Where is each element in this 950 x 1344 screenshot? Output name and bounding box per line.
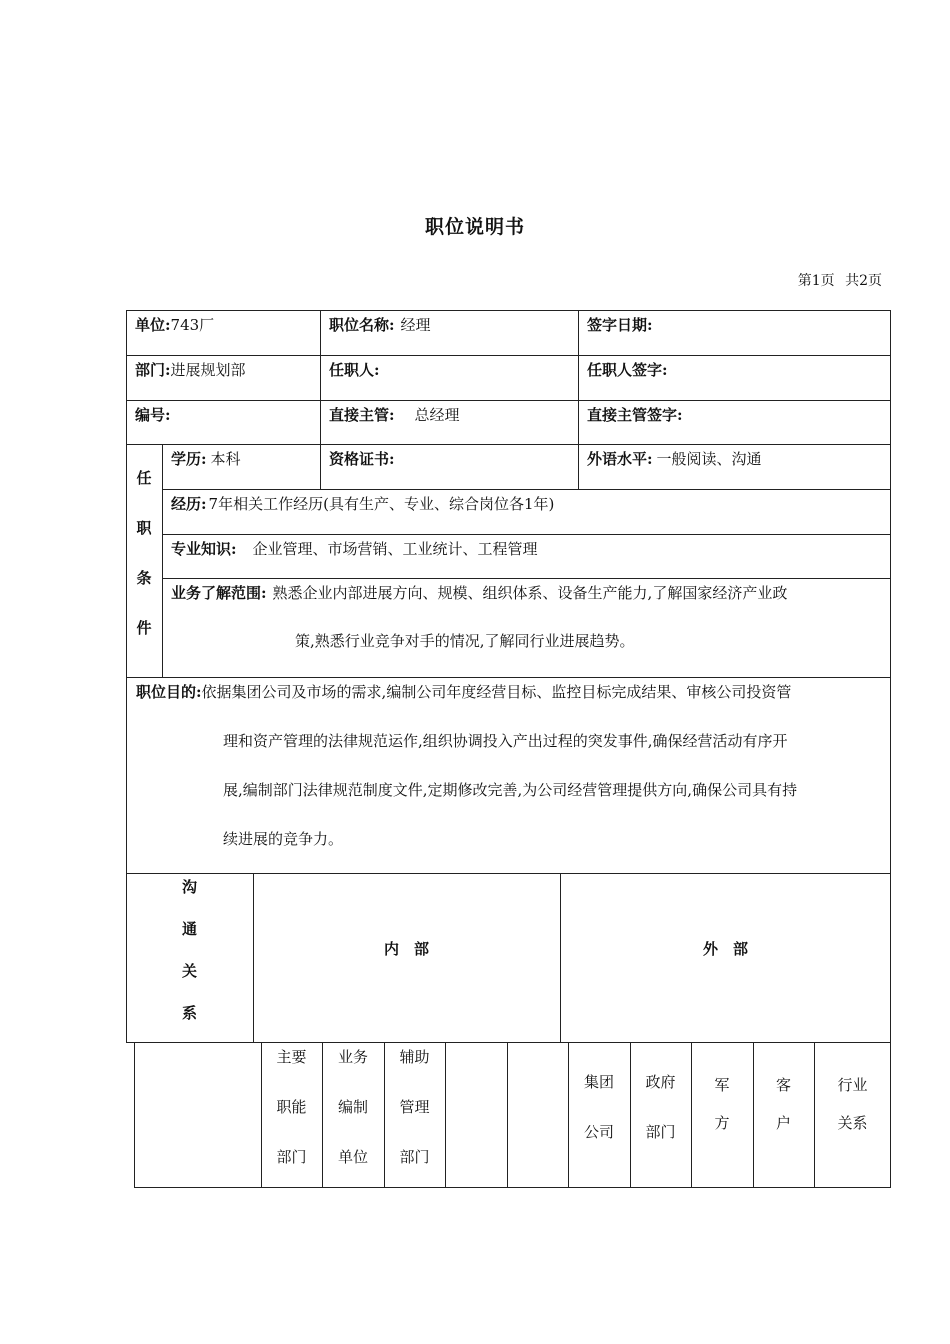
dept-value: 进展规划部 <box>170 361 246 379</box>
external-heading: 外 部 <box>702 940 748 958</box>
supervisor-sign-label: 直接主管签字: <box>587 406 683 424</box>
position-value: 经理 <box>400 316 431 334</box>
communication-side-label <box>126 866 253 1034</box>
education-cell <box>162 444 320 489</box>
supervisor-cell <box>320 400 578 444</box>
internal-col-aux-dept: 辅助 管理 部门 <box>399 1048 430 1166</box>
external-col-industry: 行业 关系 <box>837 1076 868 1132</box>
side-char: 通 <box>181 920 197 938</box>
sign-date-label: 签字日期: <box>587 316 653 334</box>
knowledge-label: 专业知识: <box>171 540 237 558</box>
knowledge-cell <box>162 534 891 578</box>
side-char: 系 <box>181 1004 197 1022</box>
knowledge-value: 企业管理、市场营销、工业统计、工程管理 <box>252 540 538 558</box>
code-label: 编号: <box>135 406 171 424</box>
education-value: 本科 <box>210 450 241 468</box>
purpose-line3: 展,编制部门法律规范制度文件,定期修改完善,为公司经营管理提供方向,确保公司具有持 <box>223 781 798 799</box>
supervisor-sign-cell <box>578 400 891 444</box>
purpose-line2: 理和资产管理的法律规范运作,组织协调投入产出过程的突发事件,确保经营活动有序开 <box>223 732 788 750</box>
code-cell <box>126 400 320 444</box>
internal-heading: 内 部 <box>383 940 429 958</box>
page-current: 第1页 <box>797 273 835 289</box>
external-col-customer: 客 户 <box>775 1076 791 1132</box>
business-line1: 熟悉企业内部进展方向、规模、组织体系、设备生产能力,了解国家经济产业政 <box>272 584 788 602</box>
business-line2: 策,熟悉行业竞争对手的情况,了解同行业进展趋势。 <box>295 632 635 650</box>
purpose-cell <box>126 677 891 873</box>
internal-col-main-function: 主要 职能 部门 <box>276 1048 307 1166</box>
certificate-label: 资格证书: <box>329 450 395 468</box>
language-cell <box>578 444 891 489</box>
holder-sign-label: 任职人签字: <box>587 361 668 379</box>
dept-cell <box>126 355 320 400</box>
supervisor-value: 总经理 <box>414 406 460 424</box>
sign-date-cell <box>578 310 891 355</box>
internal-col-business-unit: 业务 编制 单位 <box>337 1048 368 1166</box>
certificate-cell <box>320 444 578 489</box>
page-total: 共2页 <box>845 273 882 289</box>
unit-cell <box>126 310 320 355</box>
dept-label: 部门: <box>135 361 171 379</box>
page-number <box>792 270 882 290</box>
experience-label: 经历: <box>171 495 207 513</box>
side-char: 任 <box>136 469 152 487</box>
position-cell <box>320 310 578 355</box>
supervisor-label: 直接主管: <box>329 406 395 424</box>
position-label: 职位名称: <box>329 316 395 334</box>
holder-sign-cell <box>578 355 891 400</box>
document-title: 职位说明书 <box>424 216 525 238</box>
purpose-label: 职位目的: <box>136 683 202 701</box>
unit-label: 单位: <box>135 316 171 334</box>
business-cell <box>162 578 891 677</box>
side-char: 条 <box>136 569 152 587</box>
language-label: 外语水平: <box>587 450 653 468</box>
side-char: 沟 <box>181 878 197 896</box>
qualifications-side-label <box>126 453 162 653</box>
external-col-government: 政府 部门 <box>645 1073 676 1141</box>
holder-cell <box>320 355 578 400</box>
side-char: 职 <box>136 519 152 537</box>
business-label: 业务了解范围: <box>171 584 267 602</box>
experience-cell <box>162 489 891 534</box>
purpose-line1: 依据集团公司及市场的需求,编制公司年度经营目标、监控目标完成结果、审核公司投资管 <box>201 683 792 701</box>
purpose-line4: 续进展的竞争力。 <box>223 830 344 848</box>
unit-value: 743厂 <box>170 316 215 334</box>
external-col-military: 军 方 <box>714 1076 730 1132</box>
external-col-group: 集团 公司 <box>583 1073 614 1141</box>
education-label: 学历: <box>171 450 207 468</box>
language-value: 一般阅读、沟通 <box>656 450 762 468</box>
holder-label: 任职人: <box>329 361 380 379</box>
side-char: 关 <box>181 962 197 980</box>
experience-value: 7年相关工作经历(具有生产、专业、综合岗位各1年) <box>208 495 555 513</box>
side-char: 件 <box>136 619 152 637</box>
